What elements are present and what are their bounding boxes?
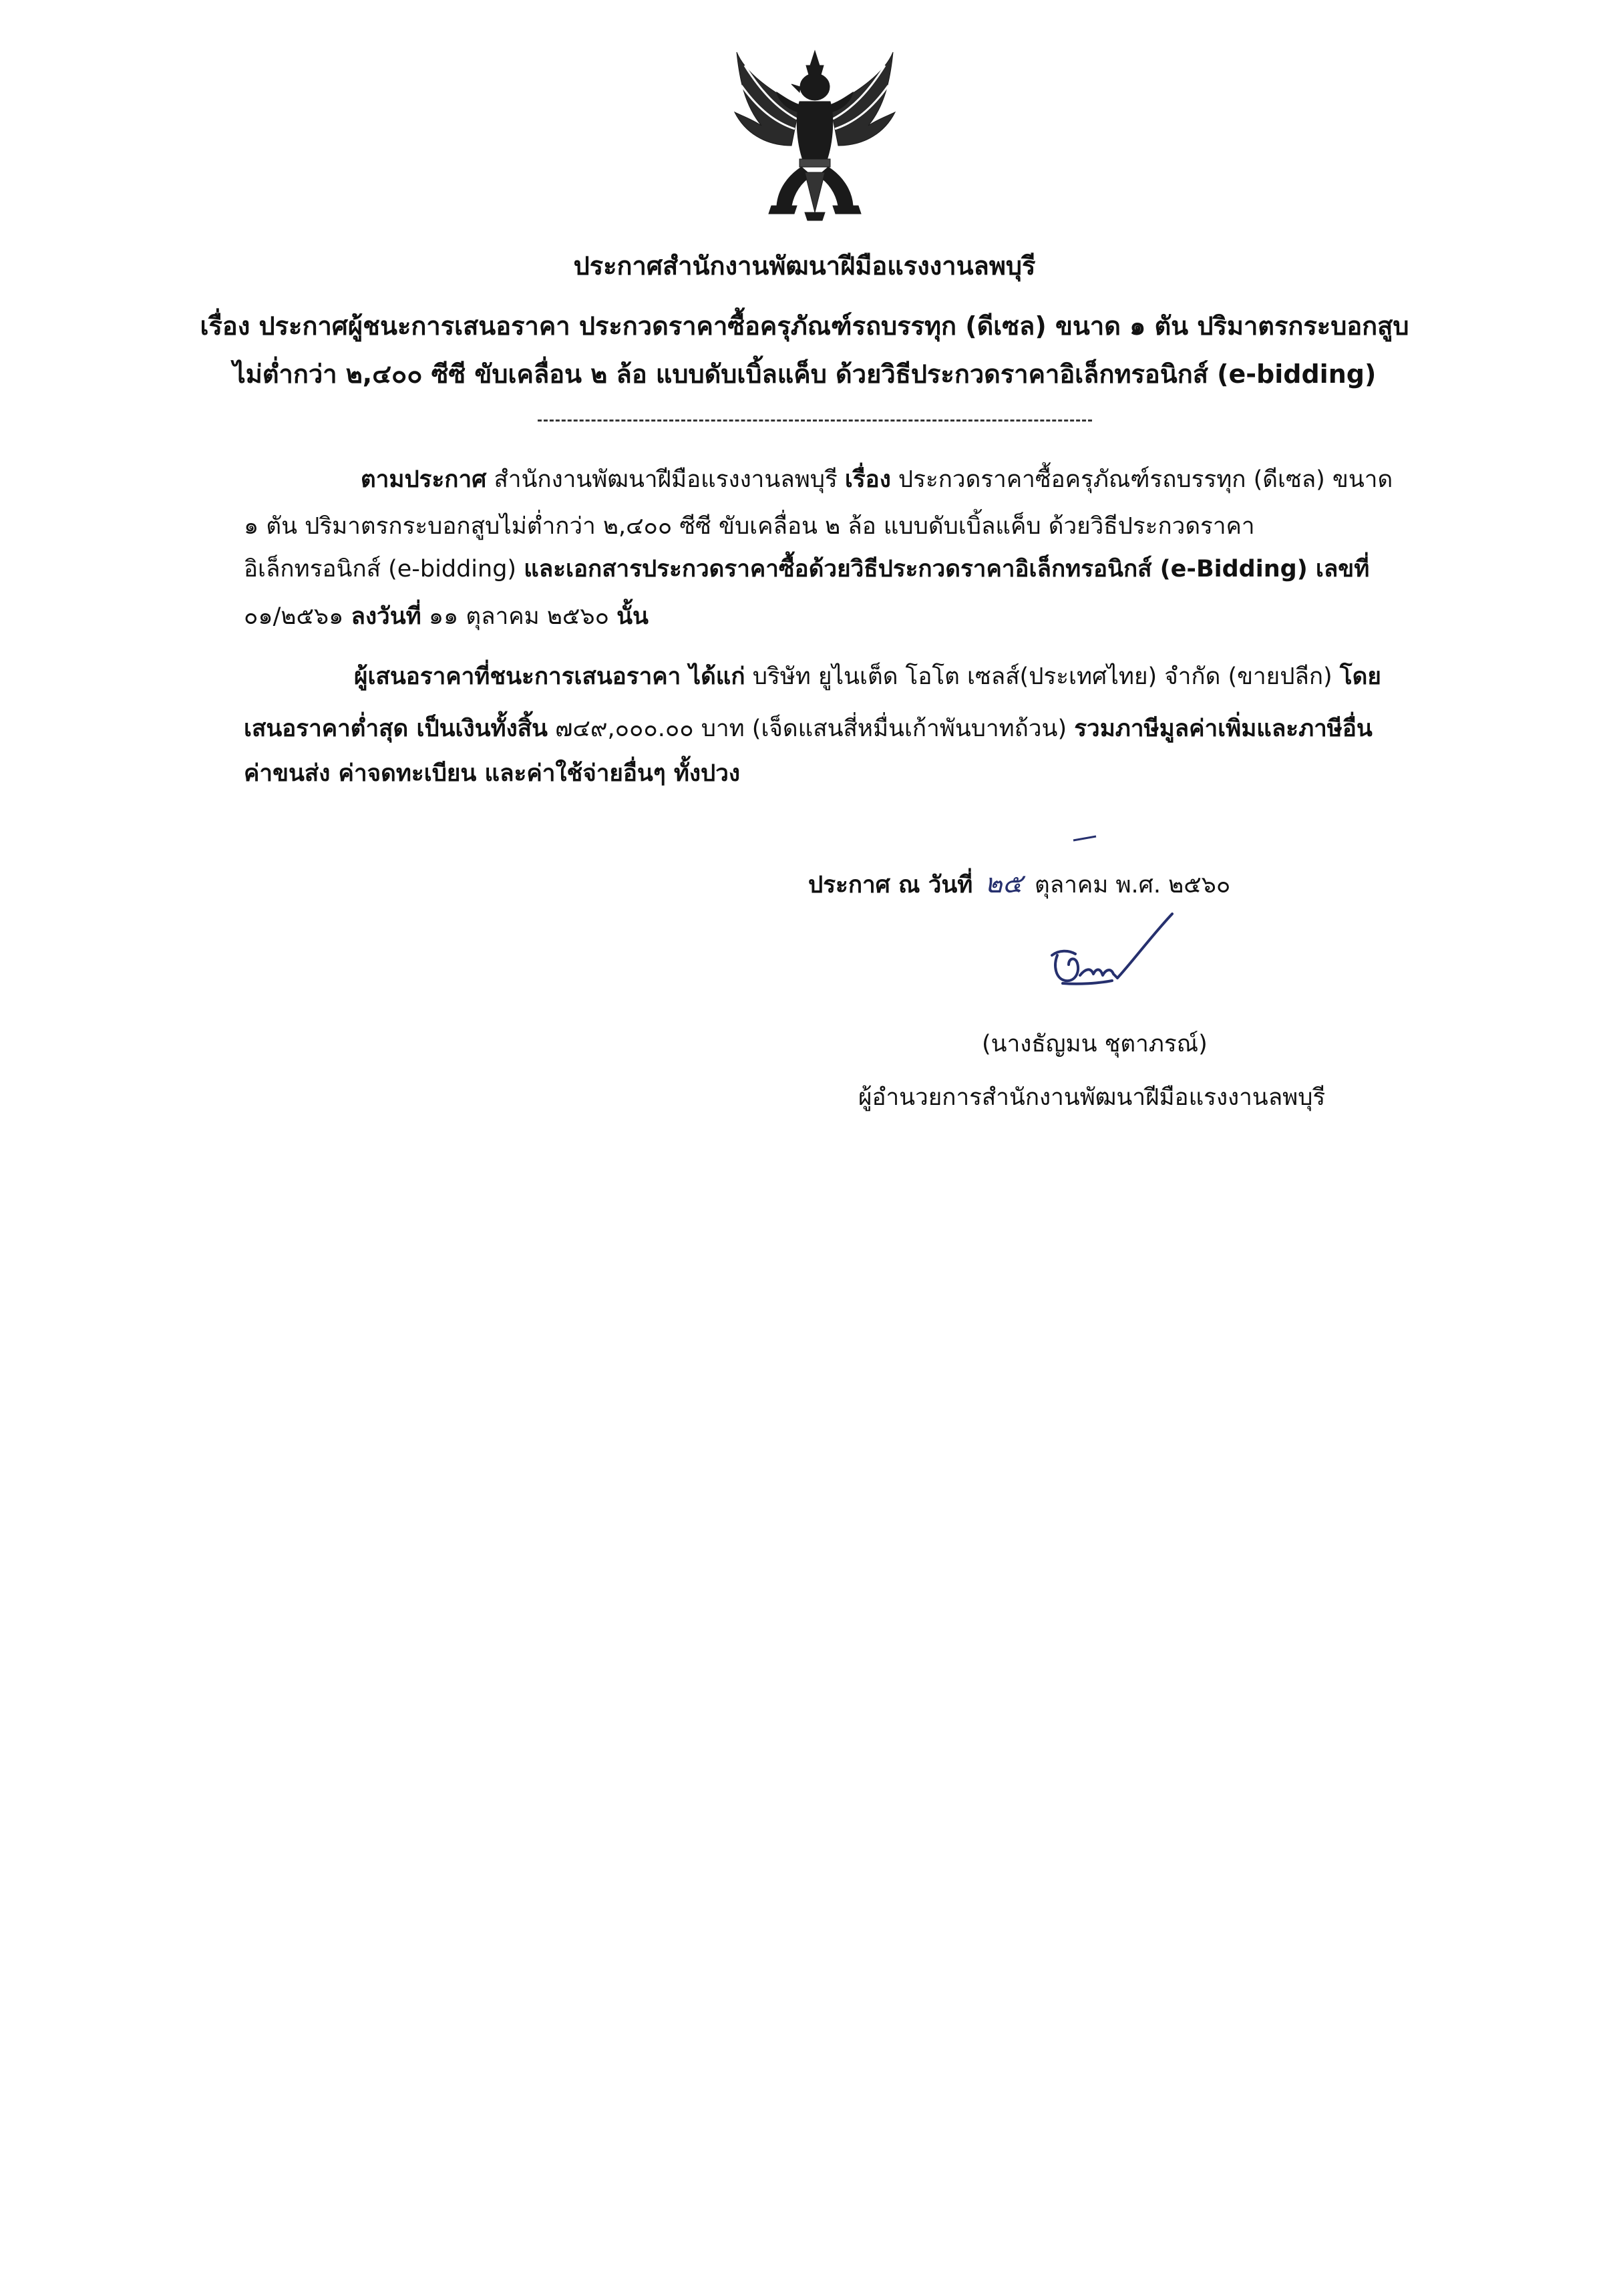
bold-text: นั้น <box>616 603 649 630</box>
divider <box>538 420 1092 422</box>
signer-name: (นางธัญมน ชุตาภรณ์) <box>982 1031 1208 1057</box>
body-text: ประกวดราคาซื้อครุภัณฑ์รถบรรทุก (ดีเซล) ขนาด <box>890 466 1393 493</box>
paragraph-1-line-3 <box>244 550 1369 588</box>
date-prefix: ประกาศ ณ วันที่ <box>808 872 973 898</box>
signer-position: ผู้อำนวยการสำนักงานพัฒนาฝีมือแรงงานลพบุรี <box>858 1084 1326 1111</box>
paragraph-2-line-2 <box>244 710 1373 748</box>
subject-line-1: เรื่อง ประกาศผู้ชนะการเสนอราคา ประกวดราคาซื้อครุภัณฑ์รถบรรทุก (ดีเซล) ขนาด ๑ ตัน ปริมาตรกระบอกสูบ <box>200 311 1409 341</box>
paragraph-1-line-2: ๑ ตัน ปริมาตรกระบอกสูบไม่ต่ำกว่า ๒,๔๐๐ ซีซี ขับเคลื่อน ๒ ล้อ แบบดับเบิ้ลแค็บ ด้วยวิธีประกวดราคา <box>244 513 1255 540</box>
bold-text: ลงวันที่ <box>351 603 421 630</box>
signature-icon <box>1039 909 1186 1002</box>
paragraph-1-line-4 <box>244 598 649 635</box>
bold-text: เรื่อง <box>844 466 891 493</box>
subject-line-2: ไม่ต่ำกว่า ๒,๔๐๐ ซีซี ขับเคลื่อน ๒ ล้อ แบบดับเบิ้ลแค็บ ด้วยวิธีประกวดราคาอิเล็กทรอนิกส์ (e-bidding) <box>232 359 1377 389</box>
body-text: สำนักงานพัฒนาฝีมือแรงงานลพบุรี <box>486 466 845 493</box>
date-suffix: ตุลาคม พ.ศ. ๒๕๖๐ <box>1035 872 1231 898</box>
bold-text: รวมภาษีมูลค่าเพิ่มและภาษีอื่น <box>1074 715 1373 742</box>
paragraph-2-line-1 <box>354 658 1381 695</box>
bold-text: ตามประกาศ <box>361 466 487 493</box>
bold-text: ผู้เสนอราคาที่ชนะการเสนอราคา ได้แก่ <box>354 663 745 690</box>
garuda-emblem-icon <box>725 45 905 226</box>
body-text: ๑๑ ตุลาคม ๒๕๖๐ <box>421 603 617 630</box>
paragraph-2-line-3: ค่าขนส่ง ค่าจดทะเบียน และค่าใช้จ่ายอื่นๆ ทั้งปวง <box>244 760 740 787</box>
document-title: ประกาศสำนักงานพัฒนาฝีมือแรงงานลพบุรี <box>573 251 1036 281</box>
announcement-date <box>808 865 1230 904</box>
body-text: บริษัท ยูไนเต็ด โอโต เซลส์(ประเทศไทย) จำกัด (ขายปลีก) <box>745 663 1340 690</box>
body-text: ๗๔๙,๐๐๐.๐๐ บาท (เจ็ดแสนสี่หมื่นเก้าพันบาทถ้วน) <box>547 715 1075 742</box>
paragraph-1-line-1 <box>361 461 1393 498</box>
handwritten-day: ๒๕ <box>985 868 1023 899</box>
bold-text: และเอกสารประกวดราคาซื้อด้วยวิธีประกวดราคาอิเล็กทรอนิกส์ (e-Bidding) เลขที่ <box>524 556 1370 583</box>
body-text: ๐๑/๒๕๖๑ <box>244 603 351 630</box>
ink-mark-icon <box>1072 834 1099 843</box>
bold-text: เสนอราคาต่ำสุด เป็นเงินทั้งสิ้น <box>244 715 548 742</box>
body-text: อิเล็กทรอนิกส์ (e-bidding) <box>244 556 524 583</box>
bold-text: โดย <box>1339 663 1381 690</box>
